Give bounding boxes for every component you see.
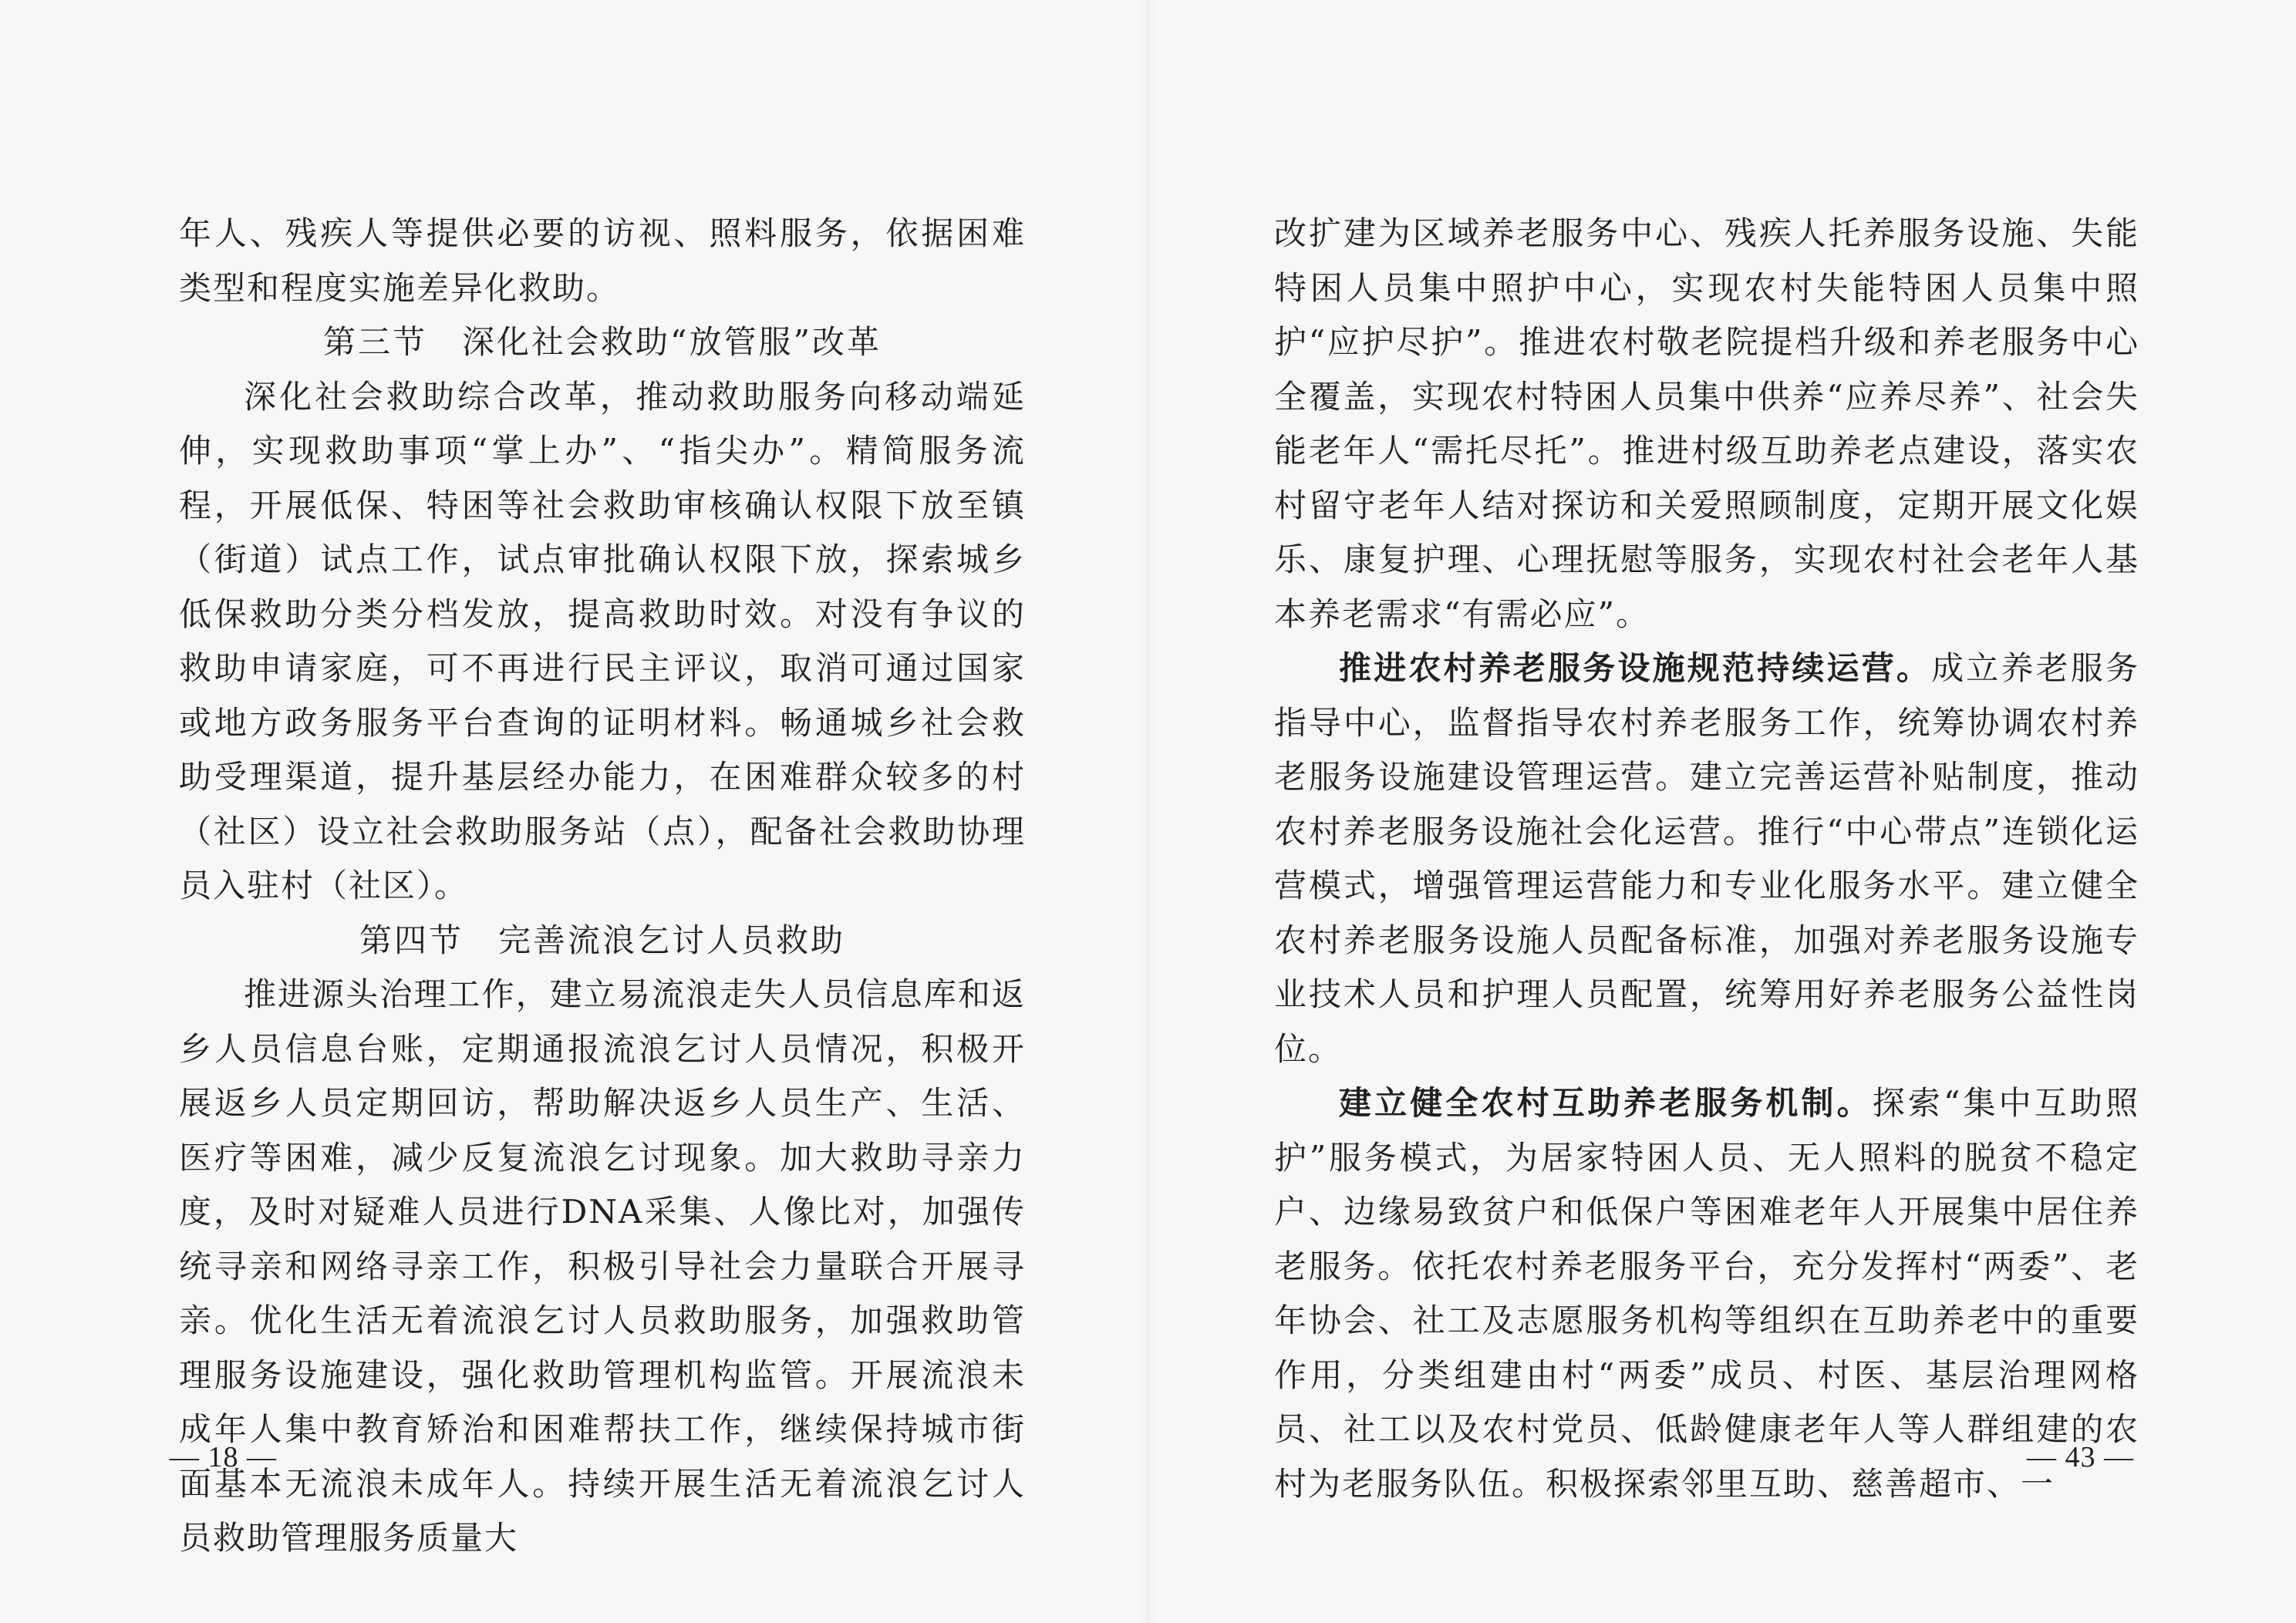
right-paragraph-continued: 改扩建为区域养老服务中心、残疾人托养服务设施、失能特困人员集中照护中心，实现农村失能特困人员集中照护“应护尽护”。推进农村敬老院提档升级和养老服务中心全覆盖，实现农村特困人员集中供养“应养尽养”、社会失能老年人“需托尽托”。推进村级互助养老点建设，落实农村留守老年人结对探访和关爱照顾制度，定期开展文化娱乐、康复护理、心理抚慰等服务，实现农村社会老年人基本养老需求“有需必应”。 xyxy=(1274,214,2139,633)
right-page-number: — 43 — xyxy=(2027,1441,2134,1473)
right-page xyxy=(1148,0,2296,1623)
section-3-heading: 第三节 深化社会救助“放管服”改革 xyxy=(323,323,882,361)
left-page-text-column xyxy=(179,207,1026,1566)
left-paragraph-continued: 年人、残疾人等提供必要的访视、照料服务，依据困难类型和程度实施差异化救助。 xyxy=(179,214,1026,307)
section-4-heading: 第四节 完善流浪乞讨人员救助 xyxy=(359,921,845,959)
mutual-aid-lead-sentence: 建立健全农村互助养老服务机制。 xyxy=(1339,1084,1873,1122)
right-paragraph-mutual-aid xyxy=(1274,1076,2139,1511)
section-4-paragraph: 推进源头治理工作，建立易流浪走失人员信息库和返乡人员信息台账，定期通报流浪乞讨人员情况，积极开展返乡人员定期回访，帮助解决返乡人员生产、生活、医疗等困难，减少反复流浪乞讨现象。加大救助寻亲力度，及时对疑难人员进行DNA采集、人像比对，加强传统寻亲和网络寻亲工作，积极引导社会力量联合开展寻亲。优化生活无着流浪乞讨人员救助服务，加强救助管理服务设施建设，强化救助管理机构监管。开展流浪未成年人集中教育矫治和困难帮扶工作，继续保持城市街面基本无流浪未成年人。持续开展生活无着流浪乞讨人员救助管理服务质量大 xyxy=(179,975,1026,1557)
operations-lead-sentence: 推进农村养老服务设施规范持续运营。 xyxy=(1339,649,1932,687)
right-page-text-column xyxy=(1274,207,2139,1511)
mutual-aid-body: 探索“集中互助照护”服务模式，为居家特困人员、无人照料的脱贫不稳定户、边缘易致贫户和低保户等困难老年人开展集中居住养老服务。依托农村养老服务平台，充分发挥村“两委”、老年协会、社工及志愿服务机构等组织在互助养老中的重要作用，分类组建由村“两委”成员、村医、基层治理网格员、社工以及农村党员、低龄健康老年人等人群组建的农村为老服务队伍。积极探索邻里互助、慈善超市、一 xyxy=(1274,1084,2139,1503)
operations-body: 成立养老服务指导中心，监督指导农村养老服务工作，统筹协调农村养老服务设施建设管理运营。建立完善运营补贴制度，推动农村养老服务设施社会化运营。推行“中心带点”连锁化运营模式，增强管理运营能力和专业化服务水平。建立健全农村养老服务设施人员配备标准，加强对养老服务设施专业技术人员和护理人员配置，统筹用好养老服务公益性岗位。 xyxy=(1274,649,2139,1068)
right-paragraph-operations xyxy=(1274,641,2139,1076)
section-3-paragraph: 深化社会救助综合改革，推动救助服务向移动端延伸，实现救助事项“掌上办”、“指尖办”。精简服务流程，开展低保、特困等社会救助审核确认权限下放至镇（街道）试点工作，试点审批确认权限下放，探索城乡低保救助分类分档发放，提高救助时效。对没有争议的救助申请家庭，可不再进行民主评议，取消可通过国家或地方政务服务平台查询的证明材料。畅通城乡社会救助受理渠道，提升基层经办能力，在困难群众较多的村（社区）设立社会救助服务站（点），配备社会救助协理员入驻村（社区）。 xyxy=(179,377,1026,904)
left-page-number: — 18 — xyxy=(170,1441,277,1473)
